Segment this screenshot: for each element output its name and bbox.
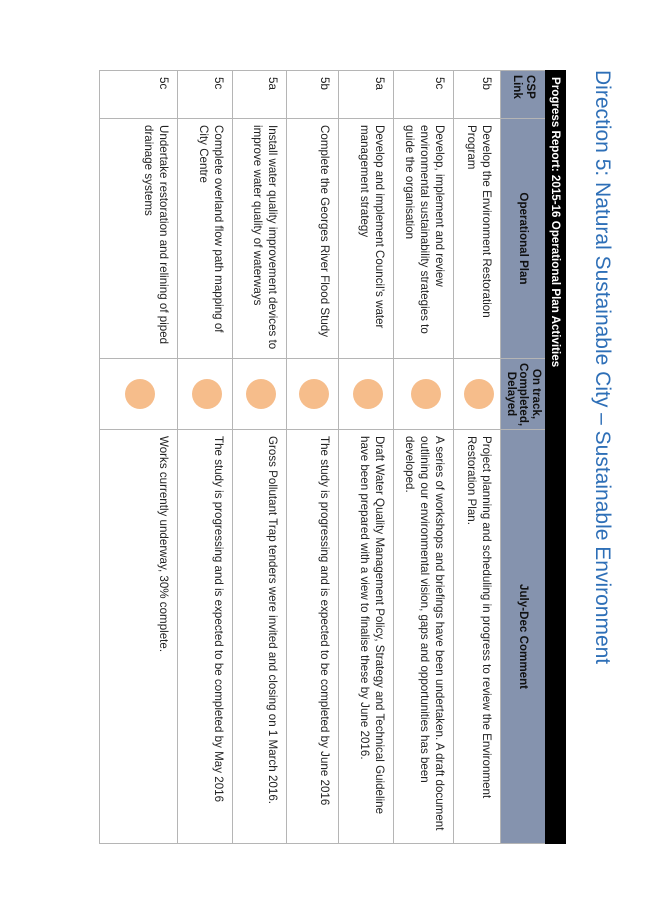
status-indicator-icon: [125, 379, 155, 409]
status-indicator-icon: [300, 379, 330, 409]
table-row: [339, 71, 394, 844]
status-cell: [286, 359, 338, 430]
csp-link-cell: 5b: [286, 71, 338, 119]
comment-cell: A series of workshops and briefings have been undertaken. A draft document outlining our environmental vision, gaps and opportunities has been developed.: [394, 430, 454, 844]
status-cell: [394, 359, 454, 430]
status-cell: [232, 359, 286, 430]
csp-link-cell: 5a: [339, 71, 394, 119]
header-status: On track, Completed, Delayed: [501, 359, 545, 430]
csp-link-cell: 5c: [177, 71, 232, 119]
operational-plan-cell: Develop, implement and review environmental sustainability strategies to guide the organisation: [394, 119, 454, 359]
table-banner-row: [545, 71, 565, 844]
comment-cell: The study is progressing and is expected to be completed by June 2016: [286, 430, 338, 844]
status-indicator-icon: [192, 379, 222, 409]
operational-plan-cell: Develop the Environment Restoration Program: [454, 119, 501, 359]
page-title: Direction 5: Natural Sustainable City – Sustainable Environment: [591, 70, 614, 665]
status-indicator-icon: [353, 379, 383, 409]
table-header-row: [501, 71, 545, 844]
table-row: [100, 71, 178, 844]
table-row: [454, 71, 501, 844]
table-row: [232, 71, 286, 844]
operational-plan-cell: Undertake restoration and relining of piped drainage systems: [100, 119, 178, 359]
csp-link-cell: 5a: [232, 71, 286, 119]
comment-cell: Works currently underway, 30% complete.: [100, 430, 178, 844]
comment-cell: Draft Water Quality Management Policy, Strategy and Technical Guideline have been prepared with a view to finalise these by June 2016.: [339, 430, 394, 844]
comment-cell: The study is progressing and is expected to be completed by May 2016: [177, 430, 232, 844]
operational-plan-cell: Complete the Georges River Flood Study: [286, 119, 338, 359]
operational-plan-cell: Develop and implement Council’s water management strategy: [339, 119, 394, 359]
comment-cell: Project planning and scheduling in progress to review the Environment Restoration Plan.: [454, 430, 501, 844]
operational-plan-cell: Install water quality improvement devices to improve water quality of waterways: [232, 119, 286, 359]
table-row: [286, 71, 338, 844]
status-cell: [100, 359, 178, 430]
status-indicator-icon: [411, 379, 441, 409]
header-operational-plan: Operational Plan: [501, 119, 545, 359]
status-cell: [177, 359, 232, 430]
csp-link-cell: 5b: [454, 71, 501, 119]
comment-cell: Gross Pollutant Trap tenders were invited and closing on 1 March 2016.: [232, 430, 286, 844]
status-indicator-icon: [246, 379, 276, 409]
csp-link-cell: 5c: [394, 71, 454, 119]
status-indicator-icon: [464, 379, 494, 409]
table-row: [177, 71, 232, 844]
table-row: [394, 71, 454, 844]
csp-link-cell: 5c: [100, 71, 178, 119]
status-cell: [339, 359, 394, 430]
header-comment: July-Dec Comment: [501, 430, 545, 844]
status-cell: [454, 359, 501, 430]
header-csp-link: CSP Link: [501, 71, 545, 119]
progress-report-table: [99, 70, 566, 844]
operational-plan-cell: Complete overland flow path mapping of City Centre: [177, 119, 232, 359]
table-banner: Progress Report: 2015-16 Operational Plan Activities: [545, 71, 565, 844]
